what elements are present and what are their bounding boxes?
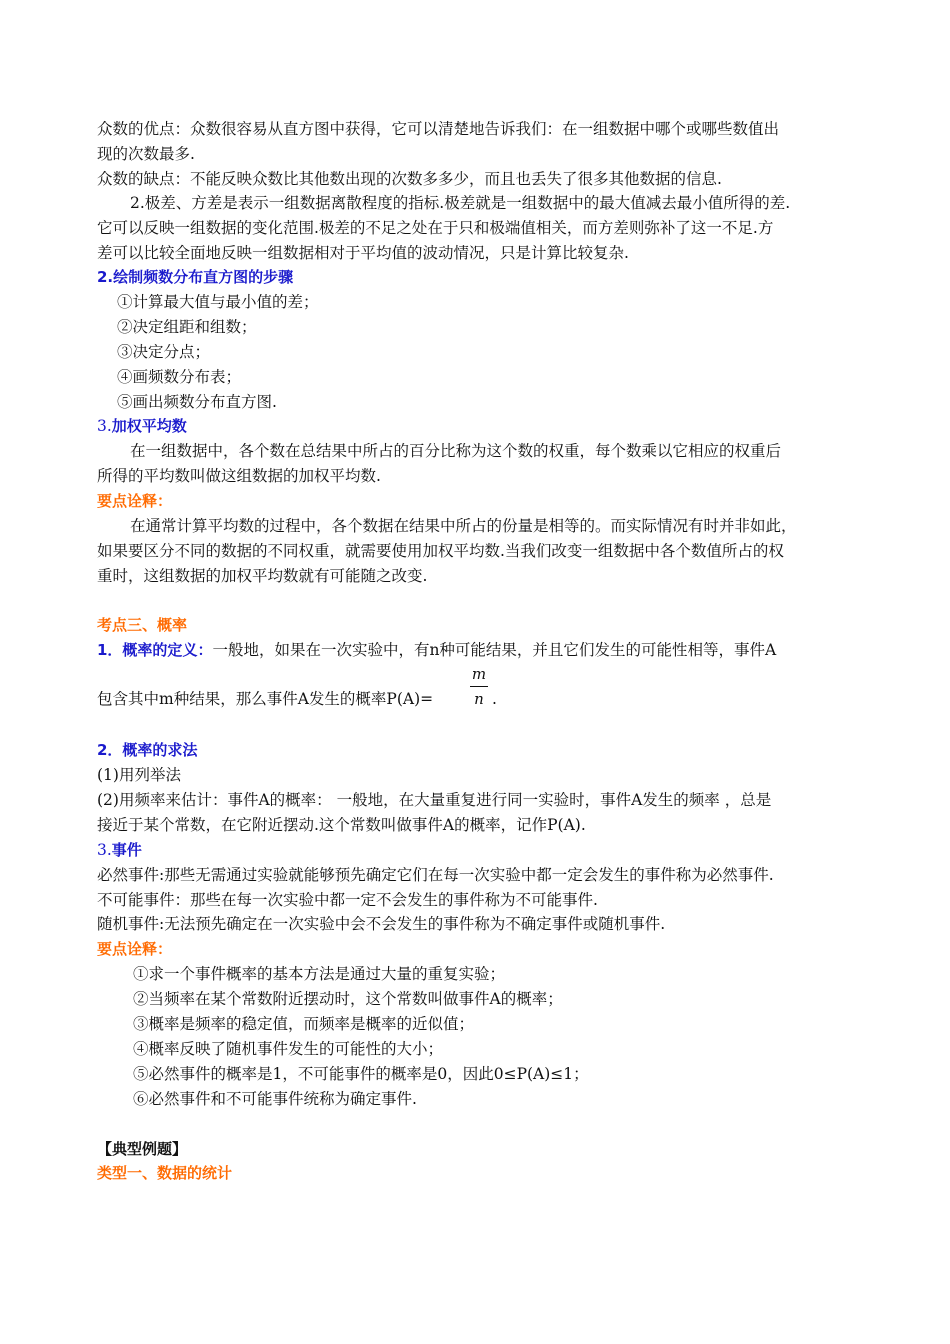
note-item-5: ⑤必然事件的概率是1，不可能事件的概率是0，因此0≤P(A)≤1； (133, 1065, 589, 1083)
paragraph-note-1: 在通常计算平均数的过程中，各个数据在结果中所占的份量是相等的。而实际情况有时并非如此， (130, 517, 797, 535)
paragraph-range-variance-1: 2.极差、方差是表示一组数据离散程度的指标.极差就是一组数据中的最大值减去最小值所得的差. (130, 194, 791, 212)
paragraph-note-2: 如果要区分不同的数据的不同权重，就需要使用加权平均数.当我们改变一组数据中各个数值所占的权 (97, 542, 784, 560)
heading-weighted-mean (97, 415, 187, 437)
paragraph-weighted-1: 在一组数据中，各个数在总结果中所占的百分比称为这个数的权重，每个数乘以它相应的权重后 (130, 442, 782, 460)
fraction-denominator: n (474, 690, 484, 708)
typical-examples-heading: 【典型例题】 (97, 1140, 188, 1158)
paragraph-range-variance-2: 它可以反映一组数据的变化范围.极差的不足之处在于只和极端值相关，而方差则弥补了这一不足.方 (97, 219, 774, 237)
fraction-bar (470, 686, 488, 687)
step-5: ⑤画出频数分布直方图. (117, 393, 277, 411)
note-item-2: ②当频率在某个常数附近摆动时，这个常数叫做事件A的概率； (133, 990, 563, 1008)
paragraph-note-3: 重时，这组数据的加权平均数就有可能随之改变. (97, 567, 428, 585)
paragraph-mode-advantage-1: 众数的优点：众数很容易从直方图中获得，它可以清楚地告诉我们：在一组数据中哪个或哪些数值出 (97, 120, 780, 138)
note-item-4: ④概率反映了随机事件发生的可能性的大小； (133, 1040, 444, 1058)
step-3: ③决定分点； (117, 343, 211, 361)
heading-weighted-mean-title: 加权平均数 (111, 417, 187, 435)
heading-histogram-steps: 2.绘制频数分布直方图的步骤 (97, 268, 294, 286)
heading-weighted-mean-number: 3. (97, 417, 112, 435)
step-1: ①计算最大值与最小值的差； (117, 293, 319, 311)
paragraph-weighted-2: 所得的平均数叫做这组数据的加权平均数. (97, 467, 381, 485)
note-item-3: ③概率是频率的稳定值，而频率是概率的近似值； (133, 1015, 475, 1033)
note-item-6: ⑥必然事件和不可能事件统称为确定事件. (133, 1090, 417, 1108)
heading-probability-methods: 2．概率的求法 (97, 741, 198, 759)
note-item-1: ①求一个事件概率的基本方法是通过大量的重复实验； (133, 965, 506, 983)
method-2-line-1: (2)用频率来估计：事件A的概率： 一般地，在大量重复进行同一实验时，事件A发生的频率 ，总是 (97, 791, 772, 809)
key-point-label-2: 要点诠释： (97, 940, 173, 958)
impossible-event: 不可能事件：那些在每一次实验中都一定不会发生的事件称为不可能事件. (97, 891, 598, 909)
definition-text: 一般地，如果在一次实验中，有n种可能结果，并且它们发生的可能性相等，事件A (212, 641, 777, 659)
heading-events-number: 3. (97, 841, 112, 859)
step-4: ④画频数分布表； (117, 368, 242, 386)
paragraph-definition-1 (97, 639, 776, 661)
method-2-line-2: 接近于某个常数，在它附近摆动.这个常数叫做事件A的概率，记作P(A). (97, 816, 586, 834)
paragraph-mode-disadvantage: 众数的缺点：不能反映众数比其他数出现的次数多多少，而且也丢失了很多其他数据的信息. (97, 170, 722, 188)
heading-events-title: 事件 (111, 841, 142, 859)
paragraph-range-variance-3: 差可以比较全面地反映一组数据相对于平均值的波动情况，只是计算比较复杂. (97, 244, 629, 262)
heading-events (97, 839, 142, 861)
certain-event: 必然事件:那些无需通过实验就能够预先确定它们在每一次实验中都一定会发生的事件称为必然事件. (97, 866, 774, 884)
paragraph-mode-advantage-2: 现的次数最多. (97, 145, 195, 163)
fraction-m-over-n (470, 664, 488, 709)
fraction-numerator: m (471, 665, 487, 683)
step-2: ②决定组距和组数； (117, 318, 257, 336)
type-one-heading: 类型一、数据的统计 (97, 1164, 233, 1182)
section-probability-heading: 考点三、概率 (97, 616, 188, 634)
key-point-label-1: 要点诠释： (97, 492, 173, 510)
random-event: 随机事件:无法预先确定在一次实验中会不会发生的事件称为不确定事件或随机事件. (97, 915, 666, 933)
paragraph-definition-2: 包含其中m种结果，那么事件A发生的概率P(A)= (97, 690, 434, 708)
method-1: (1)用列举法 (97, 766, 181, 784)
definition-period: . (492, 690, 497, 708)
definition-label: 1．概率的定义： (97, 641, 213, 659)
